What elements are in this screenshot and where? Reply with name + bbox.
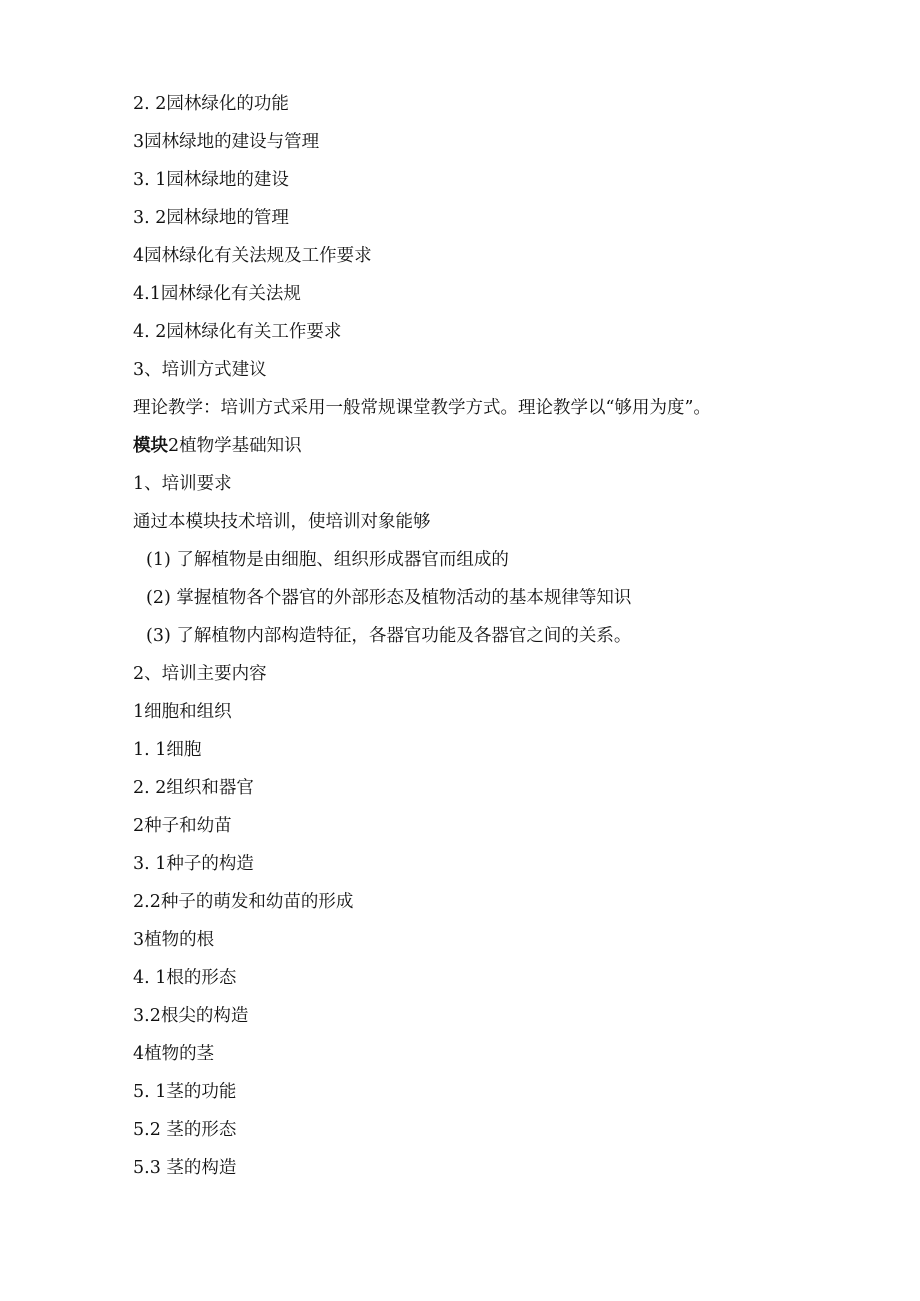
module-title: 2植物学基础知识 [168,436,302,456]
text-line: 5. 1茎的功能 [133,1082,237,1102]
text-line: 3. 1种子的构造 [133,854,254,874]
text-line: 2.2种子的萌发和幼苗的形成 [133,892,354,912]
text-line: 4.1园林绿化有关法规 [133,284,301,304]
text-line: 5.3 茎的构造 [133,1158,237,1178]
text-line: 理论教学：培训方式采用一般常规课堂教学方式。理论教学以“够用为度”。 [133,398,711,418]
text-line: 3. 2园林绿地的管理 [133,208,289,228]
section-heading: 3、培训方式建议 [133,360,267,380]
text-line: 1细胞和组织 [133,702,232,722]
text-line: 4. 1根的形态 [133,968,237,988]
text-line: 1. 1细胞 [133,740,202,760]
text-line: 3. 1园林绿地的建设 [133,170,289,190]
text-line: 3.2根尖的构造 [133,1006,249,1026]
text-line: 通过本模块技术培训，使培训对象能够 [133,512,431,532]
module-prefix: 模块 [133,436,168,456]
text-line: 2种子和幼苗 [133,816,232,836]
text-line: 4植物的茎 [133,1044,215,1064]
section-heading: 2、培训主要内容 [133,664,267,684]
text-line: 3植物的根 [133,930,215,950]
text-line: 2. 2组织和器官 [133,778,254,798]
list-item: (3) 了解植物内部构造特征，各器官功能及各器官之间的关系。 [146,626,632,646]
text-line: 4. 2园林绿化有关工作要求 [133,322,342,342]
text-line: 3园林绿地的建设与管理 [133,132,320,152]
module-heading [133,435,302,457]
section-heading: 1、培训要求 [133,474,232,494]
text-line: 4园林绿化有关法规及工作要求 [133,246,372,266]
text-line: 2. 2园林绿化的功能 [133,94,289,114]
text-line: 5.2 茎的形态 [133,1120,237,1140]
list-item: (2) 掌握植物各个器官的外部形态及植物活动的基本规律等知识 [146,588,632,608]
list-item: (1) 了解植物是由细胞、组织形成器官而组成的 [146,550,509,570]
